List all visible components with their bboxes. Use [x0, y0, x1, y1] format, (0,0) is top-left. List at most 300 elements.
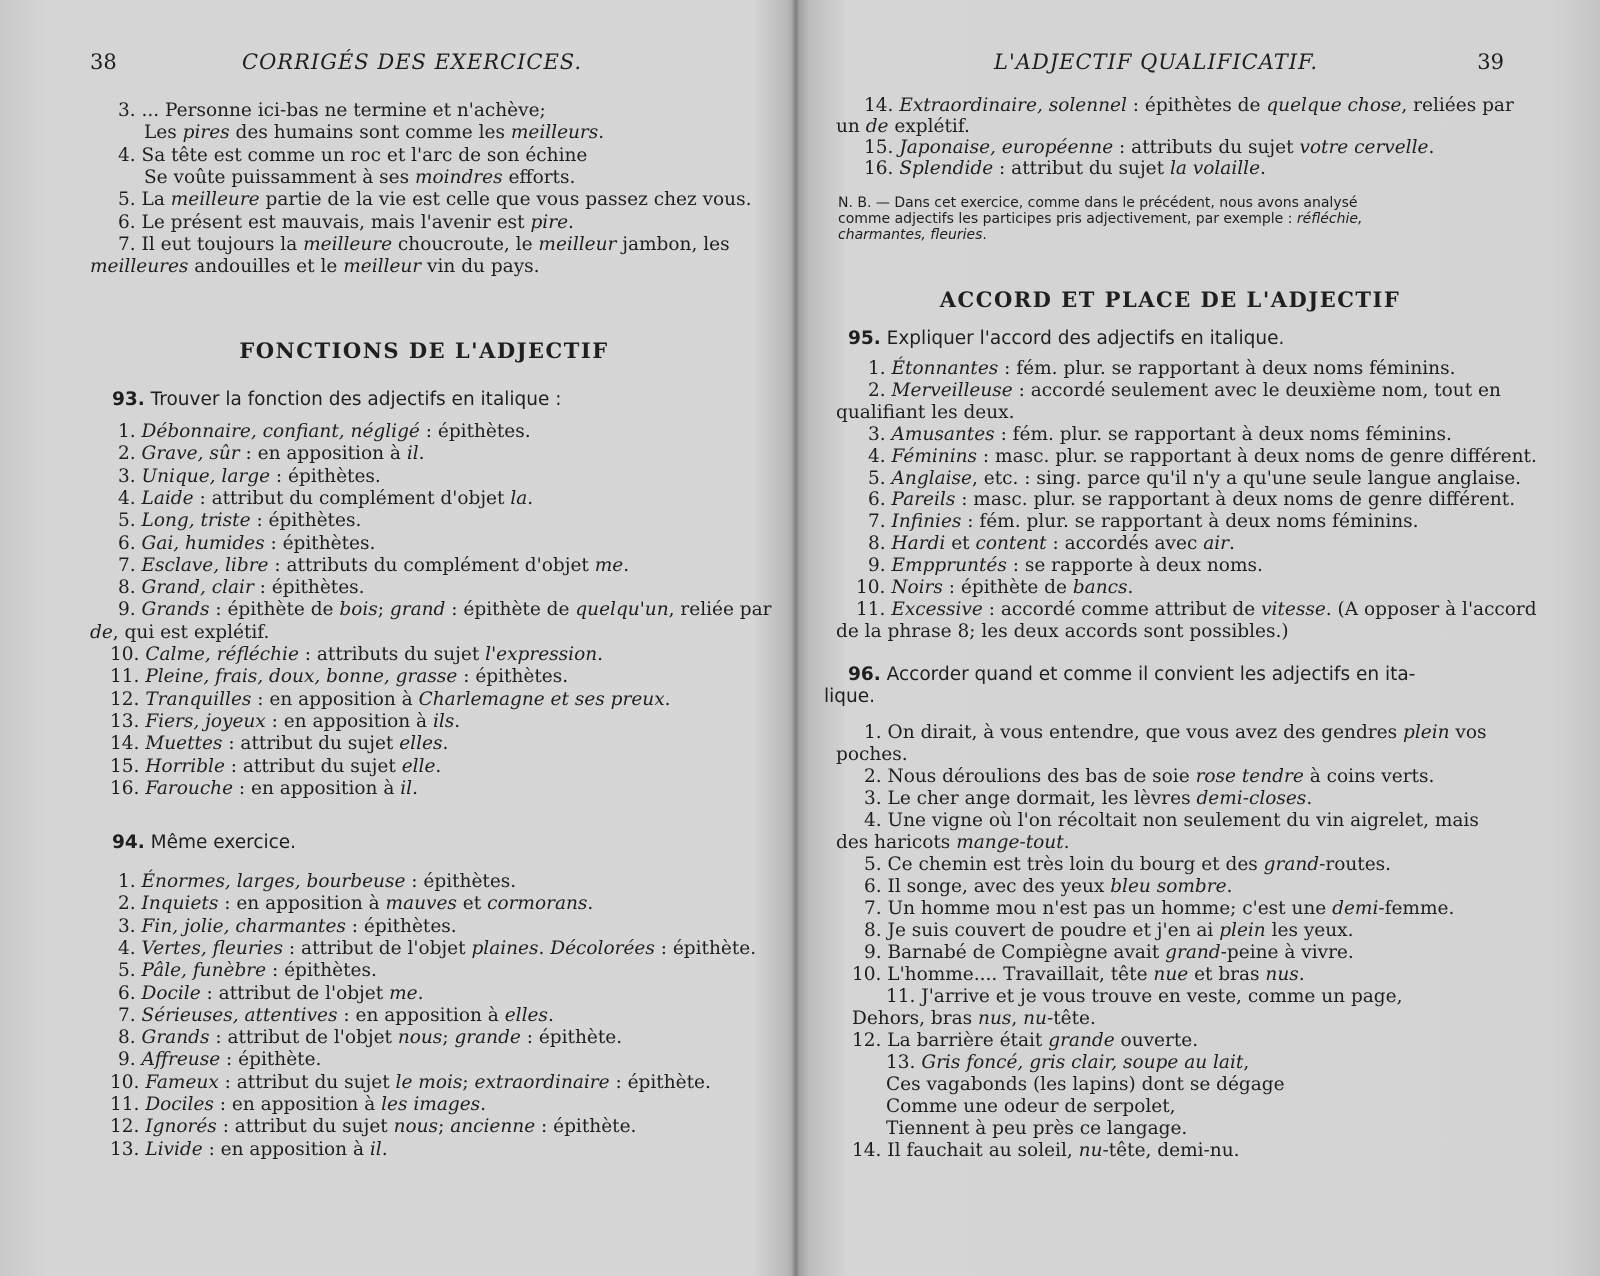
- italic-term: plein: [1402, 722, 1450, 743]
- right-intro-lines-line: [864, 160, 1266, 179]
- text-run: : épithètes.: [270, 465, 381, 487]
- text-run: : accordé seulement avec le deuxième nom, tout en: [1012, 379, 1501, 401]
- italic-term: content: [975, 533, 1047, 555]
- left-ex94-lines-line: [118, 895, 593, 914]
- text-run: : se rapporte à deux noms.: [1006, 555, 1263, 577]
- italic-term: elle: [401, 755, 436, 777]
- right-ex96-lines-line: [864, 900, 1454, 919]
- text-run: : accordé comme attribut de: [982, 598, 1262, 620]
- exercise-96-instruction-line-2: lique.: [824, 686, 876, 707]
- right-ex95-lines-line: [836, 620, 1289, 642]
- exercise-93-instruction: Trouver la fonction des adjectifs en italique :: [150, 389, 562, 410]
- right-ex95-lines-line: [868, 513, 1419, 532]
- text-run: qualifiant les deux.: [836, 401, 1015, 423]
- text-run: 7. Il eut toujours la: [118, 233, 304, 255]
- right-ex95-lines-line: [868, 467, 1522, 489]
- right-nb-lines-line: [838, 212, 1362, 226]
- left-ex94-lines-line: [110, 1071, 711, 1093]
- text-run: et: [945, 533, 976, 555]
- text-run: 12. La barrière était: [852, 1030, 1049, 1051]
- text-run: efforts.: [502, 166, 576, 188]
- left-ex93-lines-line: [118, 465, 381, 487]
- text-run: 9. Barnabé de Compiègne avait: [864, 942, 1166, 963]
- text-run: 2.: [118, 443, 142, 465]
- left-intro-lines-line: [118, 233, 730, 255]
- text-run: Les: [144, 122, 183, 144]
- text-run: : épithète.: [654, 937, 757, 959]
- text-run: .: [1260, 158, 1266, 179]
- text-run: Se voûte puissamment à ses: [144, 166, 415, 188]
- text-run: : attributs du complément d'objet: [268, 554, 595, 576]
- text-run: -peine à vivre.: [1220, 942, 1354, 963]
- text-run: : épithète de: [445, 599, 576, 621]
- right-ex96-lines-line: [886, 1120, 1187, 1139]
- italic-term: bois: [339, 599, 378, 621]
- italic-term: grand: [1165, 942, 1221, 963]
- right-ex96-lines-line: [836, 834, 1070, 853]
- text-run: 8. Je suis couvert de poudre et j'en ai: [864, 920, 1220, 941]
- text-run: de la phrase 8; les deux accords sont possibles.): [836, 620, 1289, 642]
- right-ex96-lines-line: [864, 790, 1312, 809]
- italic-term: la: [510, 487, 528, 509]
- text-run: et: [456, 893, 488, 915]
- text-run: : épithètes.: [264, 532, 376, 554]
- exercise-95-number: 95.: [848, 328, 881, 349]
- text-run: : épithètes.: [419, 421, 531, 442]
- left-ex94-lines-line: [118, 982, 424, 1004]
- italic-term: la volaille: [1169, 158, 1261, 179]
- text-run: 6.: [118, 982, 142, 1004]
- text-run: 3. ... Personne ici-bas ne termine et n'achève;: [118, 100, 546, 121]
- italic-term: Dociles: [145, 1094, 214, 1115]
- text-run: .: [568, 211, 574, 233]
- right-ex96-lines-line: [886, 988, 1402, 1007]
- text-run: ,: [1011, 1008, 1024, 1029]
- left-ex94-lines-line: [118, 962, 377, 981]
- text-run: : épithète de: [209, 599, 340, 621]
- left-ex93-lines-line: [118, 487, 534, 509]
- italic-term: Grands: [141, 599, 210, 621]
- text-run: 9.: [118, 1049, 142, 1071]
- text-run: Comme une odeur de serpolet,: [886, 1096, 1176, 1117]
- italic-term: Féminins: [891, 445, 978, 467]
- italic-term: le mois: [395, 1071, 463, 1093]
- italic-term: il: [369, 1138, 382, 1160]
- text-run: : accordés avec: [1046, 533, 1204, 555]
- text-run: ;: [377, 599, 390, 621]
- italic-term: Long, triste: [141, 510, 251, 532]
- right-ex95-lines-line: [868, 445, 1537, 467]
- italic-term: grand: [1263, 854, 1320, 875]
- italic-term: Hardi: [891, 533, 946, 555]
- right-ex95-lines-line: [868, 491, 1515, 510]
- italic-term: nus: [978, 1008, 1012, 1029]
- italic-term: votre cervelle: [1299, 137, 1429, 158]
- text-run: : épithètes.: [457, 666, 569, 688]
- right-nb-lines-line: [838, 228, 987, 242]
- italic-term: Infinies: [891, 511, 962, 533]
- text-run: ;: [438, 1116, 451, 1138]
- text-run: : masc. plur. se rapportant à deux noms de genre différent.: [955, 489, 1516, 511]
- text-run: 6.: [868, 489, 892, 511]
- text-run: des haricots: [836, 832, 957, 853]
- italic-term: Calme, réfléchie: [145, 644, 299, 665]
- text-run: andouilles et le: [188, 256, 344, 278]
- text-run: : attribut du sujet: [993, 158, 1170, 179]
- italic-term: Livide: [145, 1138, 203, 1160]
- text-run: choucroute, le: [392, 233, 539, 255]
- left-ex93-lines-line: [110, 668, 568, 687]
- text-run: N. B. — Dans cet exercice, comme dans le précédent, nous avons analysé: [838, 195, 1358, 211]
- italic-term: Pâle, funèbre: [141, 960, 267, 982]
- italic-term: cormorans: [487, 893, 588, 915]
- text-run: 11. J'arrive et je vous trouve en veste, comme un page,: [886, 986, 1403, 1007]
- text-run: explétif.: [888, 116, 970, 137]
- right-ex96-lines-line: [864, 878, 1232, 897]
- left-intro-lines-line: [144, 124, 604, 143]
- text-run: 13.: [110, 1138, 146, 1160]
- text-run: .: [597, 644, 604, 665]
- text-run: : en apposition à: [233, 777, 401, 799]
- text-run: .: [417, 982, 424, 1004]
- italic-term: nu: [1023, 1008, 1047, 1029]
- italic-term: plein: [1219, 920, 1266, 941]
- italic-term: nue: [1153, 964, 1189, 985]
- text-run: 6.: [118, 532, 142, 554]
- text-run: : épithètes de: [1126, 95, 1267, 116]
- left-ex94-lines-line: [118, 1051, 321, 1070]
- text-run: jambon, les: [616, 233, 730, 255]
- italic-term: moindres: [414, 166, 503, 188]
- right-page: [824, 0, 1537, 1276]
- italic-term: Esclave, libre: [141, 554, 269, 576]
- text-run: 15.: [864, 137, 900, 158]
- text-run: vin du pays.: [421, 256, 540, 278]
- italic-term: Fiers, joyeux: [145, 710, 266, 732]
- italic-term: quelqu'un: [575, 599, 669, 621]
- text-run: 4. Sa tête est comme un roc et l'arc de son échine: [118, 144, 588, 166]
- italic-term: demi-closes: [1196, 788, 1307, 809]
- italic-term: Muettes: [145, 733, 223, 755]
- exercise-96-instruction-line-1: Accorder quand et comme il convient les adjectifs en ita-: [886, 664, 1416, 685]
- left-ex93-lines-line: [118, 601, 772, 620]
- italic-term: Japonaise, européenne: [899, 137, 1114, 158]
- left-ex94-lines-line: [110, 1096, 486, 1115]
- exercise-94-number: 94.: [112, 832, 145, 853]
- text-run: : épithètes.: [266, 960, 377, 982]
- text-run: 2.: [868, 379, 892, 401]
- left-ex94-lines-line: [110, 1118, 636, 1137]
- text-run: 14.: [110, 733, 146, 755]
- text-run: 10.: [110, 644, 146, 665]
- left-intro-lines-line: [90, 258, 540, 277]
- italic-term: demi: [1332, 898, 1379, 919]
- text-run: -tête.: [1046, 1008, 1096, 1029]
- right-ex96-lines-line: [852, 1142, 1240, 1161]
- italic-term: pire: [530, 211, 569, 233]
- left-intro-lines-line: [118, 211, 574, 233]
- italic-term: air: [1203, 533, 1229, 555]
- italic-term: Excessive: [891, 598, 983, 620]
- right-ex95-lines-line: [868, 535, 1235, 554]
- italic-term: meilleure: [303, 233, 393, 255]
- italic-term: Décolorées: [550, 937, 655, 959]
- italic-term: Unique, large: [141, 465, 271, 487]
- text-run: 3.: [118, 915, 142, 937]
- text-run: 3.: [868, 423, 892, 445]
- right-running-title: L'ADJECTIF QUALIFICATIF.: [994, 50, 1318, 74]
- italic-term: rose tendre: [1195, 766, 1304, 787]
- text-run: : attribut de l'objet: [209, 1027, 398, 1049]
- italic-term: Emppruntés: [891, 555, 1007, 577]
- text-run: 5. La: [118, 189, 171, 211]
- italic-term: il: [400, 777, 413, 799]
- right-ex96-lines-line: [852, 966, 1305, 985]
- text-run: 11.: [856, 598, 892, 620]
- text-run: : attribut de l'objet: [283, 937, 472, 959]
- text-run: 1.: [118, 421, 142, 442]
- right-ex95-lines-line: [868, 423, 1452, 445]
- text-run: Ces vagabonds (les lapins) dont se dégage: [886, 1074, 1285, 1095]
- exercise-94-heading: [112, 832, 296, 853]
- text-run: 14. Il fauchait au soleil,: [852, 1140, 1079, 1161]
- italic-term: Étonnantes: [891, 358, 999, 379]
- text-run: 9.: [868, 555, 892, 577]
- text-run: .: [1428, 137, 1435, 158]
- text-run: 5.: [868, 467, 892, 489]
- text-run: -tête, demi-nu.: [1102, 1140, 1240, 1161]
- text-run: , qui est explétif.: [112, 621, 270, 643]
- italic-term: Anglaise: [891, 467, 972, 489]
- text-run: 10.: [110, 1071, 146, 1093]
- text-run: ;: [442, 1027, 455, 1049]
- text-run: : épithète.: [535, 1116, 637, 1138]
- text-run: 7.: [118, 554, 142, 576]
- italic-term: charmantes, fleuries: [838, 226, 983, 243]
- text-run: .: [412, 777, 418, 799]
- italic-term: Grave, sûr: [141, 443, 240, 465]
- left-ex93-lines-line: [118, 532, 376, 554]
- text-run: : attribut de l'objet: [200, 982, 390, 1004]
- italic-term: Noirs: [891, 577, 943, 598]
- exercise-93-number: 93.: [112, 389, 145, 410]
- italic-term: grande: [454, 1027, 521, 1049]
- italic-term: Extraordinaire, solennel: [899, 95, 1127, 116]
- left-running-head: [88, 50, 760, 80]
- text-run: des humains sont comme les: [229, 122, 511, 144]
- italic-term: Débonnaire, confiant, négligé: [141, 421, 420, 442]
- left-ex93-lines-line: [110, 755, 442, 777]
- text-run: : épithète.: [520, 1027, 623, 1049]
- text-run: .: [538, 937, 551, 959]
- right-ex96-lines-line: [836, 746, 908, 765]
- text-run: : attribut du sujet: [218, 1071, 396, 1093]
- text-run: .: [982, 226, 987, 243]
- text-run: ,: [1243, 1052, 1250, 1073]
- text-run: 8.: [118, 1027, 142, 1049]
- text-run: 10. L'homme.... Travaillait, tête: [852, 964, 1154, 985]
- text-run: .: [1229, 533, 1235, 555]
- italic-term: Merveilleuse: [891, 379, 1013, 401]
- text-run: .: [442, 733, 449, 755]
- text-run: un: [836, 116, 866, 137]
- text-run: .: [381, 1138, 388, 1160]
- right-ex96-lines-line: [886, 1098, 1176, 1117]
- left-ex93-lines-line: [110, 710, 461, 732]
- text-run: : attributs du sujet: [1113, 137, 1300, 158]
- text-run: . (A opposer à l'accord: [1325, 598, 1537, 620]
- italic-term: extraordinaire: [474, 1071, 610, 1093]
- right-ex95-lines-line: [868, 557, 1263, 576]
- left-ex93-lines-line: [118, 423, 531, 442]
- italic-term: me: [594, 554, 624, 576]
- text-run: 5. Ce chemin est très loin du bourg et des: [864, 854, 1264, 875]
- right-ex95-lines-line: [856, 579, 1133, 598]
- text-run: .: [1226, 876, 1233, 897]
- exercise-93-heading: [112, 389, 562, 410]
- left-ex93-lines-line: [110, 735, 448, 754]
- text-run: 13.: [110, 710, 146, 732]
- italic-term: elles: [399, 733, 443, 755]
- right-ex96-lines-line: [864, 724, 1487, 743]
- left-intro-lines-line: [118, 191, 751, 210]
- right-ex95-lines-line: [868, 379, 1501, 401]
- left-ex94-lines-line: [118, 937, 757, 959]
- left-page-number: 38: [90, 50, 117, 74]
- section-title-fonctions: FONCTIONS DE L'ADJECTIF: [239, 338, 609, 363]
- italic-term: mauves: [385, 893, 457, 915]
- italic-term: elles: [504, 1004, 548, 1026]
- italic-term: Splendide: [899, 158, 994, 179]
- text-run: 4.: [118, 937, 142, 959]
- text-run: .: [1298, 964, 1305, 985]
- exercise-95-instruction: Expliquer l'accord des adjectifs en italique.: [886, 328, 1285, 349]
- right-ex96-lines-line: [864, 856, 1391, 875]
- text-run: partie de la vie est celle que vous passez chez vous.: [259, 189, 752, 211]
- text-run: : en apposition à: [265, 710, 433, 732]
- italic-term: de: [865, 116, 889, 137]
- left-ex94-lines-line: [118, 873, 516, 892]
- text-run: 2.: [118, 893, 142, 915]
- italic-term: meilleure: [170, 189, 260, 211]
- text-run: : en apposition à: [251, 688, 419, 710]
- left-intro-lines-line: [118, 144, 588, 166]
- right-ex95-lines-line: [836, 401, 1015, 423]
- text-run: : attributs du sujet: [298, 644, 486, 665]
- text-run: Dehors, bras: [852, 1008, 979, 1029]
- left-page: [88, 0, 772, 1276]
- text-run: 7.: [118, 1004, 142, 1026]
- text-run: 1.: [868, 358, 892, 379]
- italic-term: Ignorés: [145, 1116, 217, 1138]
- text-run: : masc. plur. se rapportant à deux noms de genre différent.: [977, 445, 1537, 467]
- exercise-94-instruction: Même exercice.: [150, 832, 297, 853]
- right-running-head: [836, 50, 1504, 80]
- italic-term: Pleine, frais, doux, bonne, grasse: [145, 666, 458, 688]
- italic-term: vitesse: [1261, 598, 1326, 620]
- italic-term: meilleur: [343, 256, 422, 278]
- left-ex93-lines-line: [118, 554, 630, 576]
- text-run: 11.: [110, 1094, 146, 1115]
- text-run: .: [547, 1004, 554, 1026]
- exercise-96-number: 96.: [848, 664, 881, 685]
- book-gutter: [792, 0, 800, 1276]
- left-ex93-lines-line: [110, 646, 603, 665]
- right-ex96-lines-line: [864, 922, 1353, 941]
- text-run: 13.: [886, 1052, 922, 1073]
- italic-term: Charlemagne et ses preux: [418, 688, 665, 710]
- right-ex96-lines-line: [886, 1076, 1285, 1095]
- italic-term: il: [406, 443, 419, 465]
- italic-term: pires: [182, 122, 230, 144]
- text-run: 3.: [118, 465, 142, 487]
- right-ex95-lines-line: [868, 360, 1455, 379]
- right-intro-lines-line: [864, 139, 1434, 158]
- left-ex93-lines-line: [110, 688, 671, 710]
- text-run: : épithètes.: [253, 577, 365, 599]
- text-run: poches.: [836, 744, 908, 765]
- left-ex94-lines-line: [110, 1138, 388, 1160]
- italic-term: bleu sombre: [1110, 876, 1227, 897]
- text-run: les yeux.: [1265, 920, 1354, 941]
- italic-term: Grand, clair: [141, 577, 254, 599]
- italic-term: Affreuse: [141, 1049, 221, 1071]
- left-intro-lines-line: [144, 166, 576, 188]
- text-run: vos: [1449, 722, 1487, 743]
- italic-term: grand: [389, 599, 446, 621]
- italic-term: mange-tout: [956, 832, 1064, 853]
- text-run: .: [454, 710, 461, 732]
- left-running-title: CORRIGÉS DES EXERCICES.: [242, 50, 583, 74]
- text-run: 16.: [110, 777, 146, 799]
- left-ex93-lines-line: [118, 512, 361, 531]
- left-ex94-lines-line: [118, 1029, 622, 1048]
- text-run: 2. Nous déroulions des bas de soie: [864, 766, 1196, 787]
- right-ex96-lines-line: [864, 812, 1479, 831]
- section-title-accord: ACCORD ET PLACE DE L'ADJECTIF: [939, 287, 1401, 312]
- text-run: : épithète.: [220, 1049, 322, 1071]
- text-run: à coins verts.: [1303, 766, 1435, 787]
- text-run: ouverte.: [1114, 1030, 1199, 1051]
- text-run: 16.: [864, 158, 900, 179]
- text-run: : fém. plur. se rapportant à deux noms féminins.: [998, 358, 1456, 379]
- text-run: : fém. plur. se rapportant à deux noms féminins.: [961, 511, 1419, 533]
- italic-term: Tranquilles: [145, 688, 252, 710]
- text-run: : fém. plur. se rapportant à deux noms féminins.: [994, 423, 1452, 445]
- italic-term: Fameux: [145, 1071, 219, 1093]
- right-page-number: 39: [1477, 50, 1504, 74]
- text-run: .: [598, 122, 605, 144]
- text-run: .: [480, 1094, 487, 1115]
- italic-term: Énormes, larges, bourbeuse: [141, 871, 406, 892]
- italic-term: Vertes, fleuries: [141, 937, 284, 959]
- right-ex96-lines-line: [886, 1054, 1249, 1073]
- right-ex96-lines-line: [852, 1010, 1096, 1029]
- italic-term: meilleurs: [510, 122, 599, 144]
- text-run: 3. Le cher ange dormait, les lèvres: [864, 788, 1197, 809]
- text-run: .: [418, 443, 425, 465]
- text-run: : attribut du sujet: [224, 755, 402, 777]
- italic-term: nus: [1265, 964, 1299, 985]
- right-intro-lines-line: [864, 97, 1514, 116]
- italic-term: me: [389, 982, 418, 1004]
- text-run: : épithètes.: [250, 510, 362, 532]
- text-run: 7.: [868, 511, 892, 533]
- italic-term: bancs: [1072, 577, 1128, 598]
- text-run: et bras: [1188, 964, 1266, 985]
- italic-term: grande: [1048, 1030, 1115, 1051]
- text-run: : en apposition à: [202, 1138, 370, 1160]
